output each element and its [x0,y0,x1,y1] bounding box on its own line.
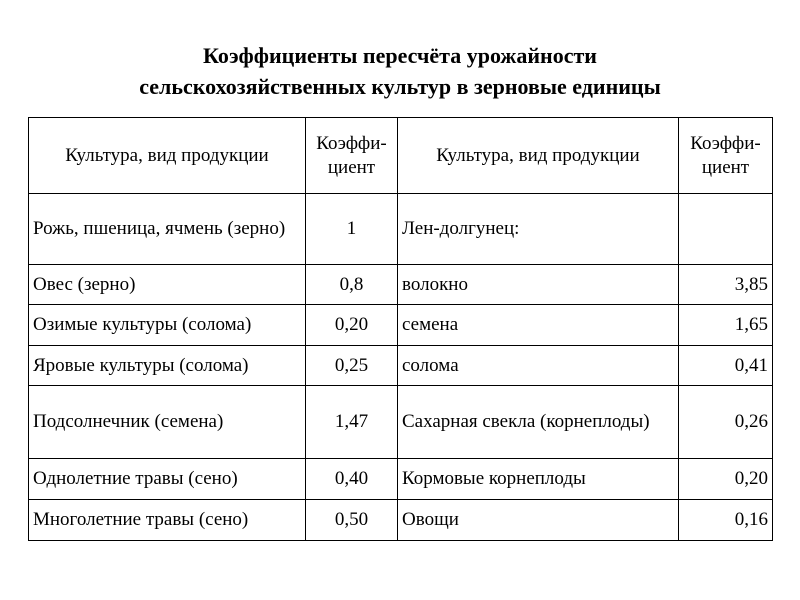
page-title [0,40,800,102]
right-culture-cell: Лен-долгунец: [398,194,679,265]
left-culture-cell: Овес (зерно) [29,265,306,305]
header-coef-right: Коэффи-циент [679,118,773,194]
right-coef-cell: 1,65 [679,305,773,346]
right-culture-cell: Кормовые корнеплоды [398,459,679,500]
left-culture-cell: Однолетние травы (сено) [29,459,306,500]
left-culture-cell: Яровые культуры (солома) [29,346,306,386]
left-culture-cell: Многолетние травы (сено) [29,500,306,541]
left-coef-cell: 1 [306,194,398,265]
right-coef-cell: 0,26 [679,386,773,459]
left-coef-cell: 0,25 [306,346,398,386]
title-line-1: Коэффициенты пересчёта урожайности [203,43,597,68]
table-row [29,500,773,541]
right-coef-cell: 0,16 [679,500,773,541]
right-coef-cell: 0,20 [679,459,773,500]
title-line-2: сельскохозяйственных культур в зерновые единицы [139,74,661,99]
left-coef-cell: 1,47 [306,386,398,459]
right-culture-cell: семена [398,305,679,346]
table-row [29,265,773,305]
right-culture-cell: Овощи [398,500,679,541]
left-coef-cell: 0,20 [306,305,398,346]
header-culture-right: Культура, вид продукции [398,118,679,194]
right-coef-cell: 0,41 [679,346,773,386]
right-coef-cell: 3,85 [679,265,773,305]
table-row [29,346,773,386]
header-culture-left: Культура, вид продукции [29,118,306,194]
right-coef-cell [679,194,773,265]
left-coef-cell: 0,8 [306,265,398,305]
left-coef-cell: 0,50 [306,500,398,541]
left-culture-cell: Подсолнечник (семена) [29,386,306,459]
table-row [29,305,773,346]
header-coef-left: Коэффи-циент [306,118,398,194]
right-culture-cell: Сахарная свекла (корнеплоды) [398,386,679,459]
left-culture-cell: Рожь, пшеница, ячмень (зерно) [29,194,306,265]
right-culture-cell: волокно [398,265,679,305]
coefficients-table [28,117,773,541]
table-row [29,459,773,500]
left-coef-cell: 0,40 [306,459,398,500]
table-row [29,194,773,265]
left-culture-cell: Озимые культуры (солома) [29,305,306,346]
right-culture-cell: солома [398,346,679,386]
table-header-row [29,118,773,194]
table-row [29,386,773,459]
